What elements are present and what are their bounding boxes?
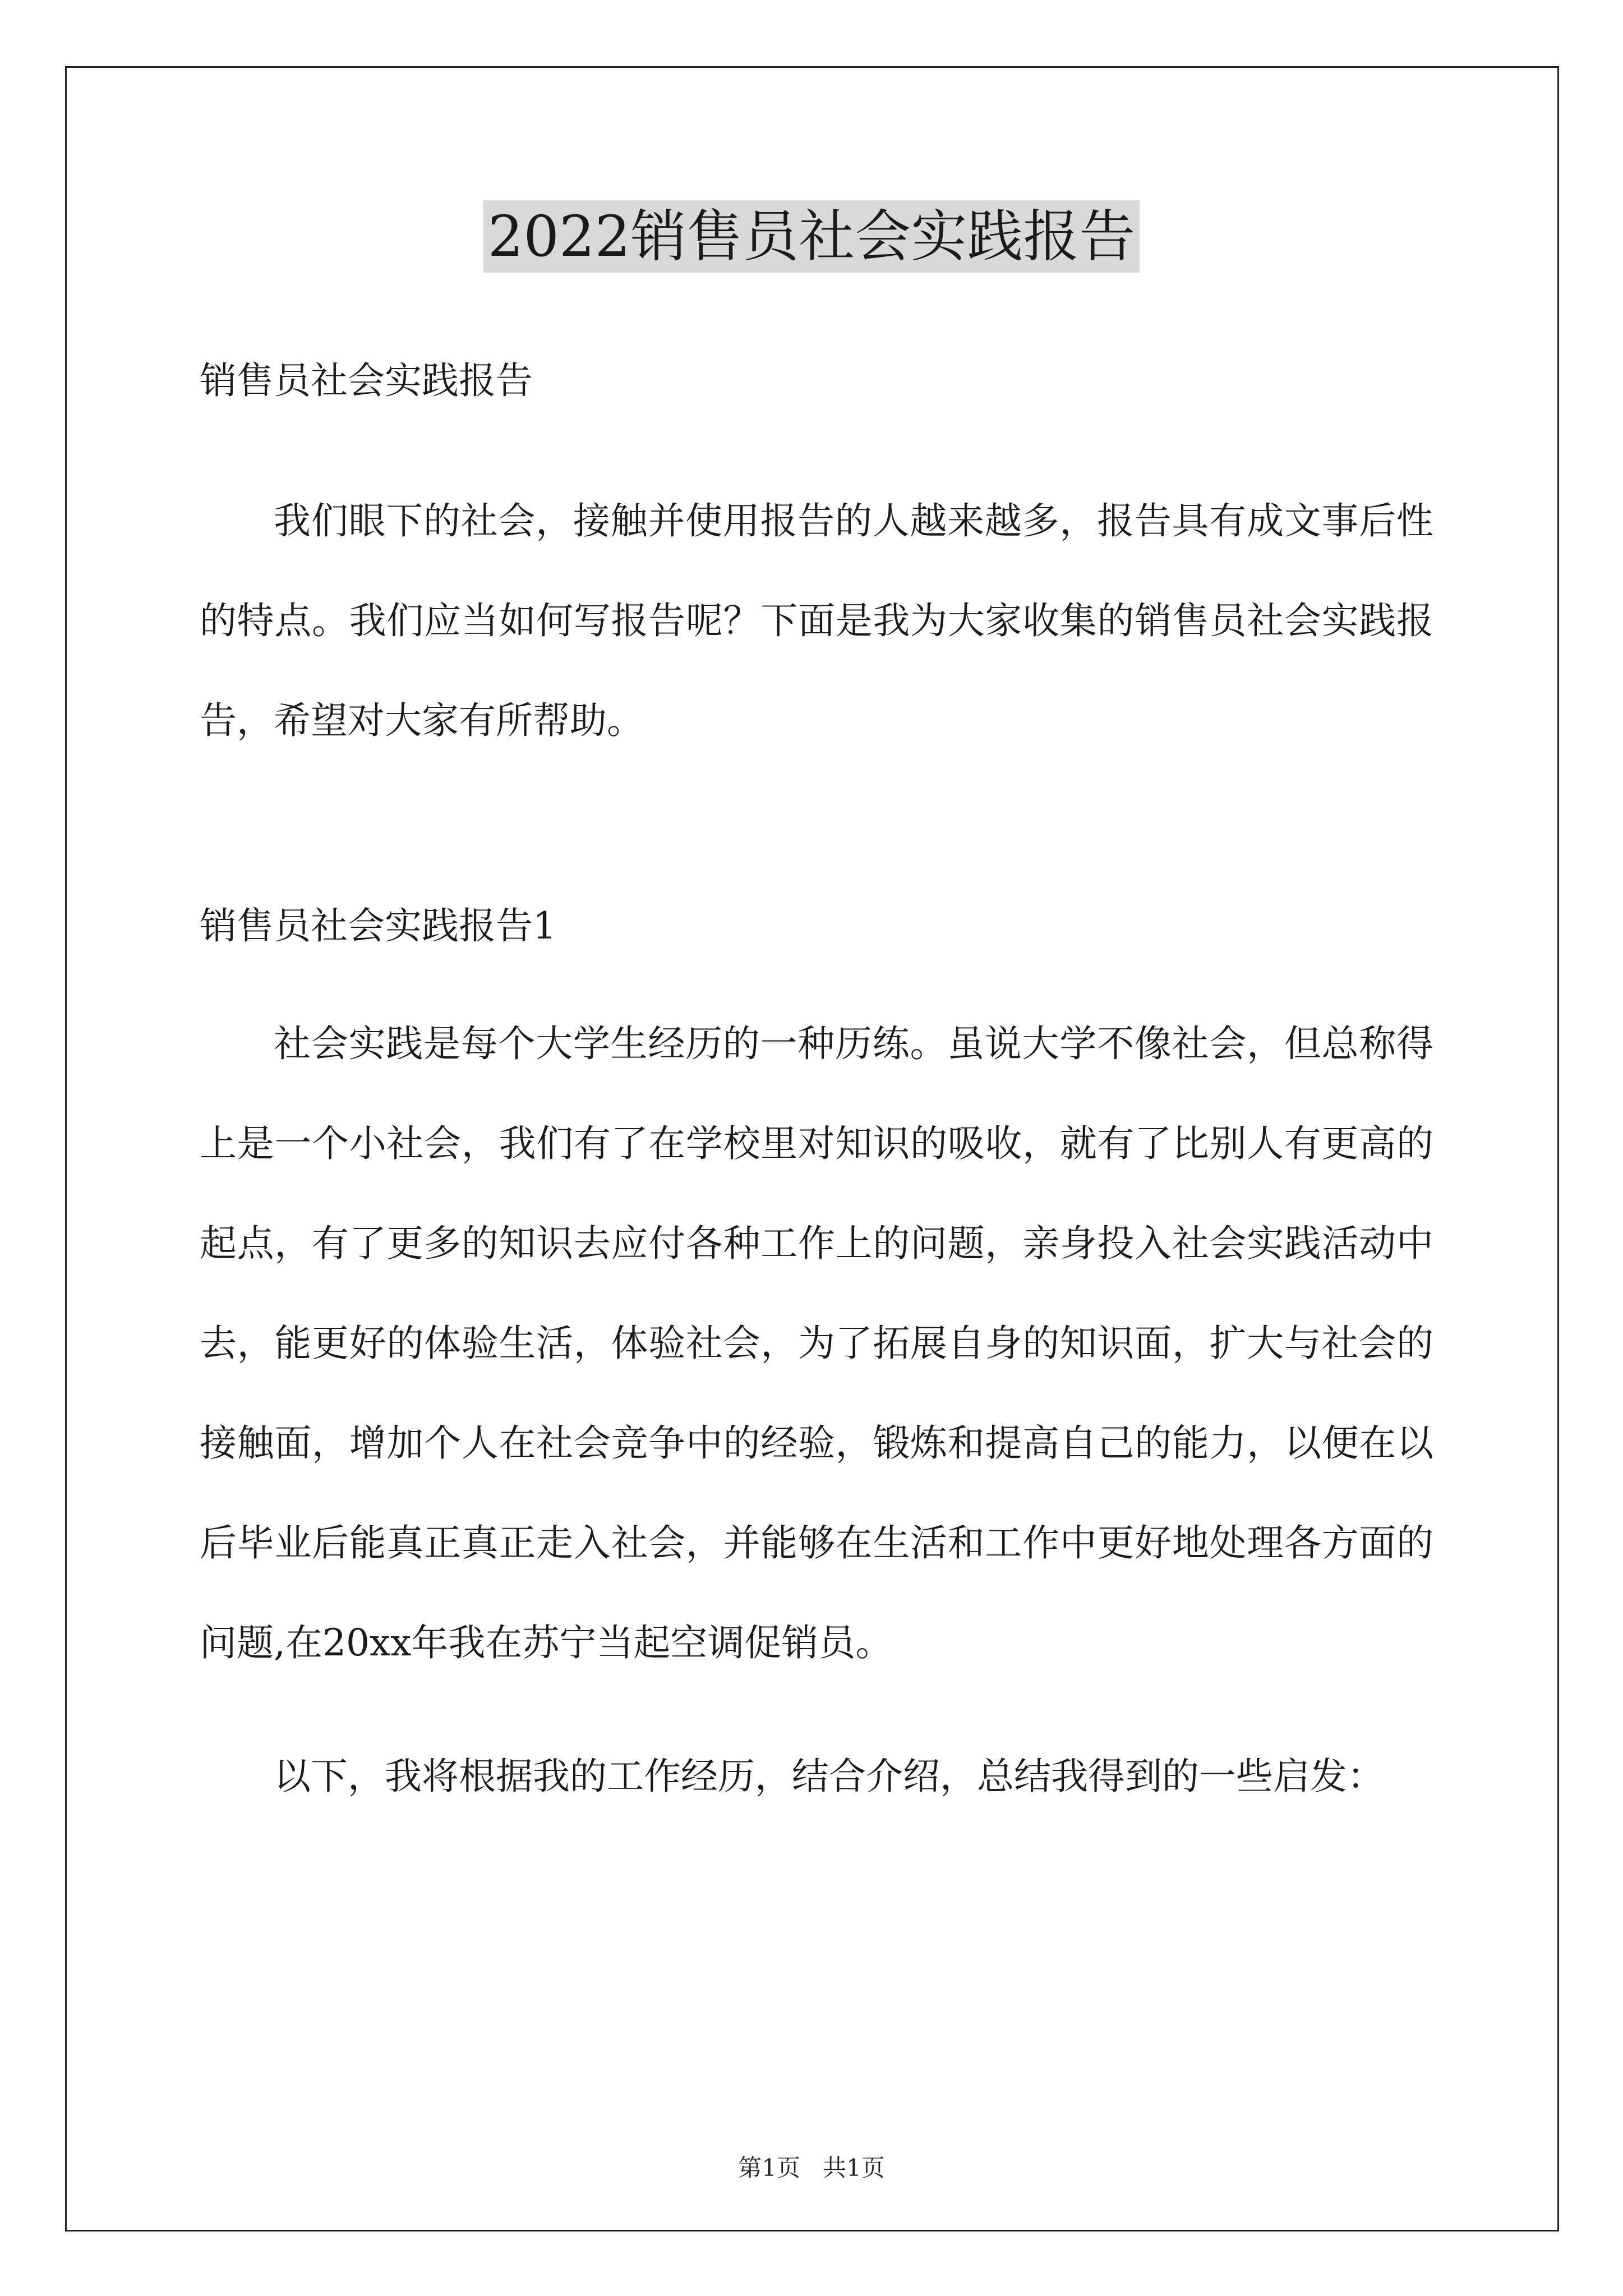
section-paragraph-2: 以下，我将根据我的工作经历，结合介绍，总结我得到的一些启发：: [274, 1755, 1384, 1798]
page-footer: [0, 2151, 1623, 2185]
document-body: [200, 348, 1433, 1826]
page-number-total: 共1页: [823, 2154, 885, 2182]
section-paragraph-1: 社会实践是每个大学生经历的一种历练。虽说大学不像社会，但总称得上是一个小社会，我们有了在学校里对知识的吸收，就有了比别人有更高的起点，有了更多的知识去应付各种工作上的问题，亲身投入社会实践活动中去，能更好的体验生活，体验社会，为了拓展自身的知识面，扩大与社会的接触面，增加个人在社会竞争中的经验，锻炼和提高自己的能力，以便在以后毕业后能真正真正走入社会，并能够在生活和工作中更好地处理各方面的问题,在20xx年我在苏宁当起空调促销员。: [200, 1022, 1433, 1664]
document-title-text: 2022销售员社会实践报告: [483, 200, 1140, 273]
document-title: [0, 197, 1623, 276]
intro-paragraph: 我们眼下的社会，接触并使用报告的人越来越多，报告具有成文事后性的特点。我们应当如何写报告呢？下面是我为大家收集的销售员社会实践报告，希望对大家有所帮助。: [200, 499, 1433, 742]
page-number-current: 第1页: [738, 2154, 800, 2182]
section-heading: 销售员社会实践报告1: [200, 904, 556, 947]
intro-heading: 销售员社会实践报告: [200, 359, 533, 402]
